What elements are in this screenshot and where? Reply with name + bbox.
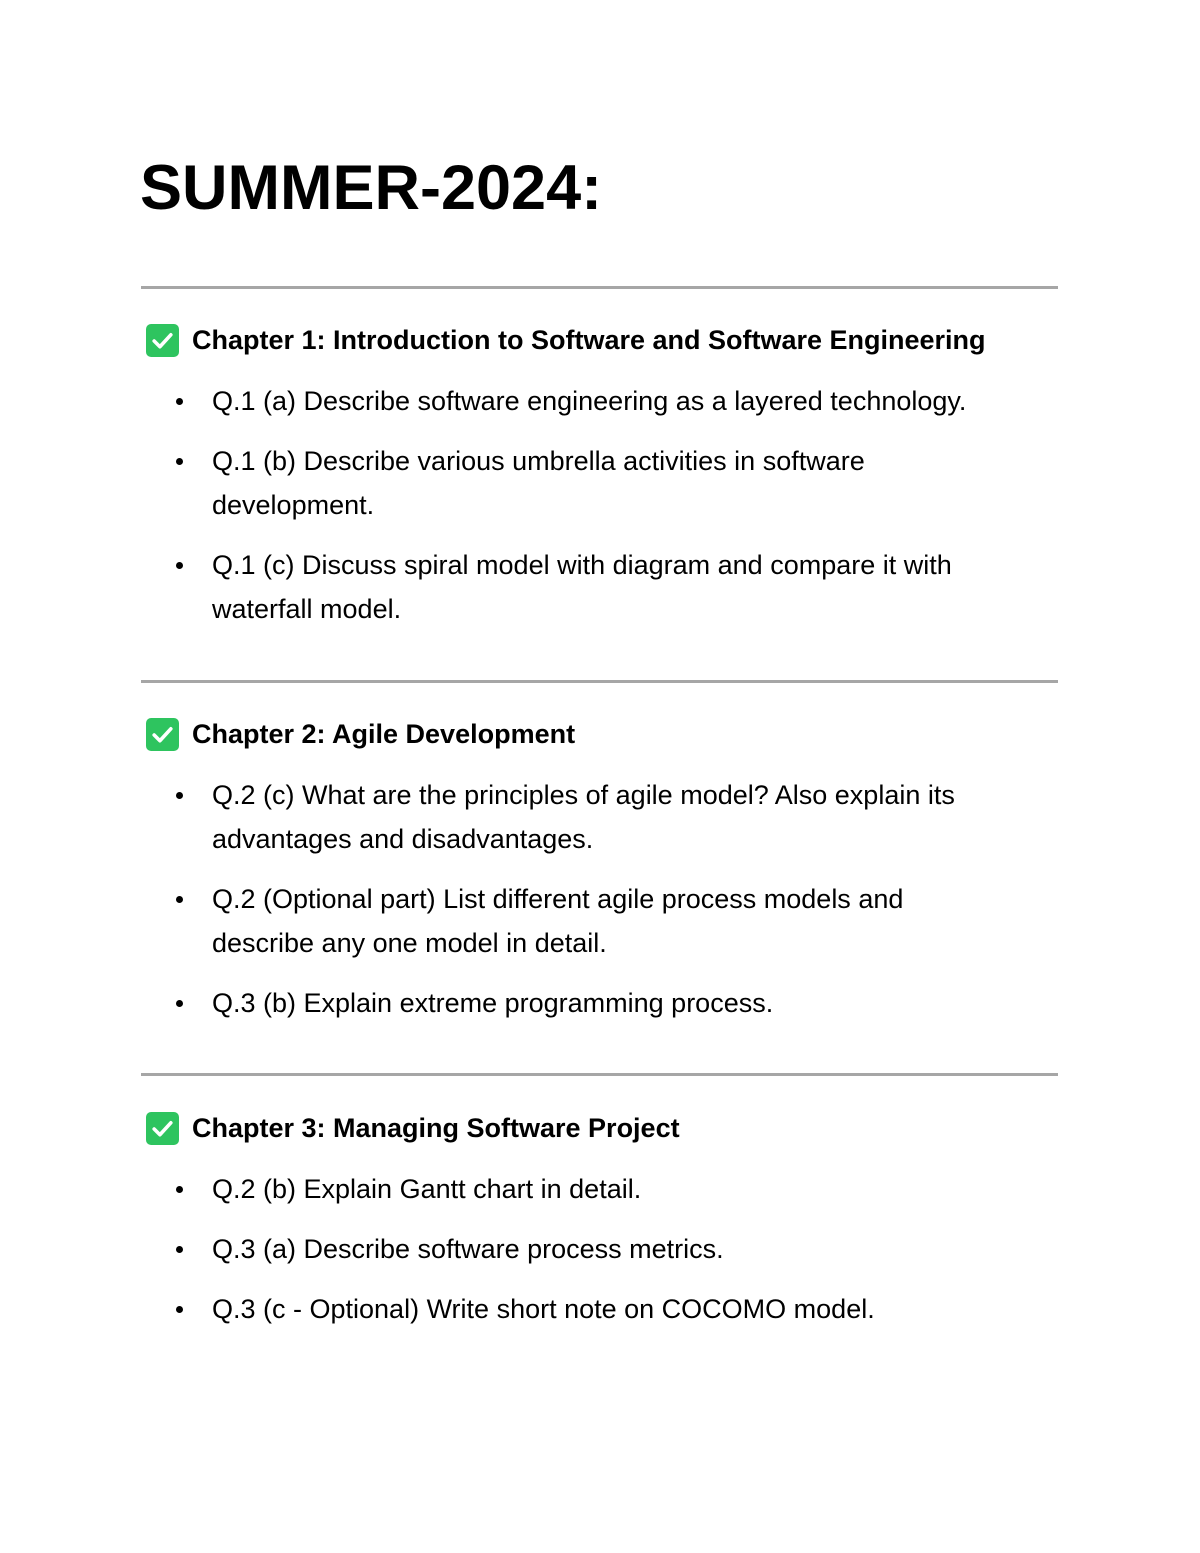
question-list	[146, 773, 1046, 1025]
divider	[141, 680, 1058, 683]
question-item	[146, 543, 1012, 631]
chapter-section-1	[146, 320, 1046, 631]
bullet-icon	[176, 1306, 183, 1313]
divider	[141, 1073, 1058, 1076]
bullet-icon	[176, 1246, 183, 1253]
bullet-icon	[176, 398, 183, 405]
chapter-heading	[146, 320, 1046, 360]
checkbox-checked-icon	[146, 718, 179, 751]
bullet-icon	[176, 458, 183, 465]
question-text: Q.2 (b) Explain Gantt chart in detail.	[212, 1174, 642, 1204]
divider	[141, 286, 1058, 289]
chapter-section-2	[146, 714, 1046, 1025]
question-text: Q.3 (b) Explain extreme programming process.	[212, 988, 774, 1018]
question-text: Q.3 (c - Optional) Write short note on COCOMO model.	[212, 1294, 875, 1324]
bullet-icon	[176, 792, 183, 799]
question-text: Q.1 (a) Describe software engineering as a layered technology.	[212, 386, 967, 416]
bullet-icon	[176, 1186, 183, 1193]
question-text: Q.1 (b) Describe various umbrella activities in software development.	[212, 446, 865, 520]
chapter-title: Chapter 2: Agile Development	[192, 719, 576, 749]
question-item	[146, 877, 1012, 965]
page-title: SUMMER-2024:	[140, 153, 603, 223]
question-item	[146, 1287, 1012, 1331]
chapter-title: Chapter 1: Introduction to Software and Software Engineering	[192, 325, 986, 355]
bullet-icon	[176, 896, 183, 903]
question-item	[146, 773, 1012, 861]
question-list	[146, 379, 1046, 631]
question-item	[146, 439, 1012, 527]
question-text: Q.3 (a) Describe software process metrics.	[212, 1234, 724, 1264]
chapter-heading	[146, 1108, 1046, 1148]
bullet-icon	[176, 562, 183, 569]
question-text: Q.1 (c) Discuss spiral model with diagram and compare it with waterfall model.	[212, 550, 952, 624]
checkbox-checked-icon	[146, 1112, 179, 1145]
checkbox-checked-icon	[146, 324, 179, 357]
question-item	[146, 1167, 1012, 1211]
question-item	[146, 981, 1012, 1025]
chapter-title: Chapter 3: Managing Software Project	[192, 1113, 680, 1143]
chapter-section-3	[146, 1108, 1046, 1331]
question-item	[146, 379, 1012, 423]
chapter-heading	[146, 714, 1046, 754]
question-text: Q.2 (c) What are the principles of agile model? Also explain its advantages and disadvantages.	[212, 780, 955, 854]
bullet-icon	[176, 1000, 183, 1007]
question-text: Q.2 (Optional part) List different agile process models and describe any one model in detail.	[212, 884, 904, 958]
question-list	[146, 1167, 1046, 1331]
question-item	[146, 1227, 1012, 1271]
